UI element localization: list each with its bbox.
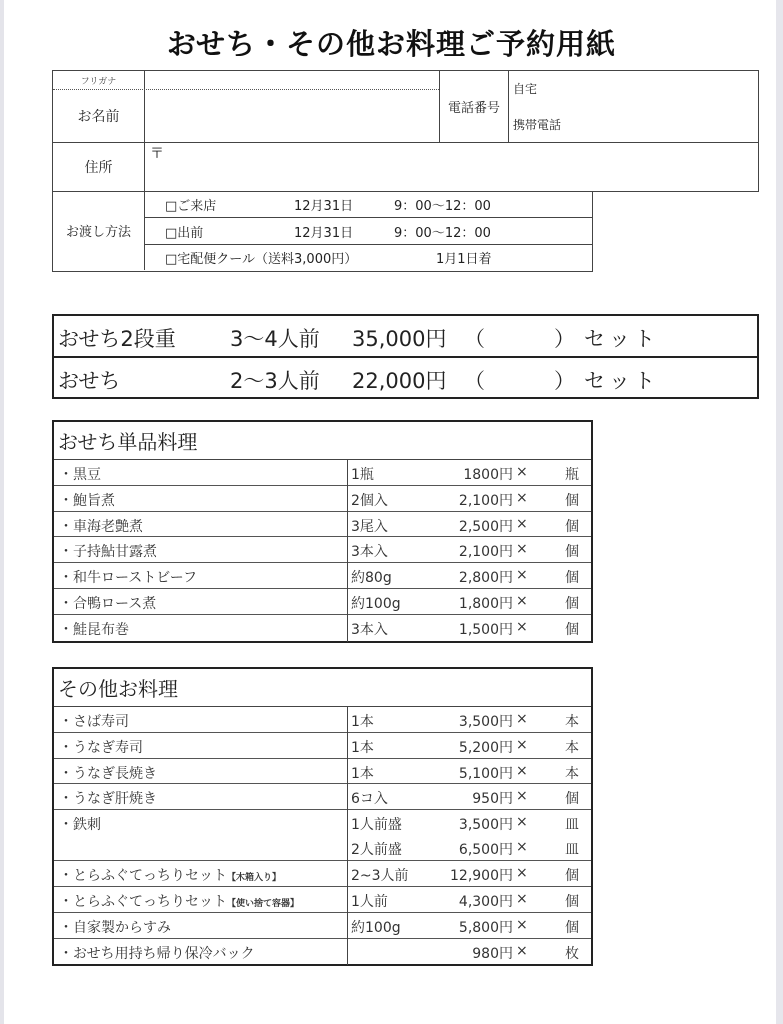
customer-info-form <box>52 70 759 192</box>
item-name-text: ・とらふぐてっちりセット <box>59 868 227 885</box>
item-name <box>59 891 299 911</box>
delivery-option-catering[interactable]: □出前 <box>165 225 204 241</box>
item-name <box>59 567 197 587</box>
item-note: 【使い捨て容器】 <box>227 898 300 909</box>
delivery-label: お渡し方法 <box>65 225 131 240</box>
divider <box>144 217 592 218</box>
table-row <box>54 615 591 641</box>
item-name <box>59 788 157 808</box>
table-row <box>54 537 591 563</box>
item-name-text: ・鉄刺 <box>59 817 101 834</box>
multiply-sign: × <box>516 515 528 532</box>
item-price: 950円 <box>472 791 513 808</box>
open-paren: （ <box>464 369 485 393</box>
page-edge-left <box>0 0 4 1024</box>
item-name-text: ・自家製からすみ <box>59 919 171 936</box>
delivery-date: 1月1日着 <box>436 251 492 267</box>
item-name <box>59 943 255 963</box>
item-name-text: ・うなぎ長焼き <box>59 765 157 782</box>
item-name-text: ・さば寿司 <box>59 714 129 730</box>
item-price: 12,900円 <box>450 868 513 885</box>
divider <box>508 71 509 142</box>
divider <box>347 588 348 615</box>
item-price: 2,100円 <box>458 492 513 509</box>
divider <box>347 783 348 810</box>
phone-label: 電話番号 <box>447 101 500 116</box>
item-unit: 個 <box>565 621 579 638</box>
item-quantity: 1本 <box>351 739 374 756</box>
osechi-quantity-field[interactable] <box>494 323 554 349</box>
item-unit: 個 <box>565 518 579 535</box>
item-name <box>59 593 156 613</box>
item-name <box>59 763 157 783</box>
table-heading: その他お料理 <box>54 669 591 707</box>
item-unit: 個 <box>565 570 579 587</box>
delivery-option-courier[interactable]: □宅配便クール（送料3,000円） <box>165 251 358 267</box>
item-quantity: 2~3人前 <box>351 868 409 885</box>
item-quantity: 約100g <box>351 919 401 936</box>
item-quantity: 3尾入 <box>351 518 388 535</box>
item-price: 1800円 <box>463 467 513 483</box>
divider <box>144 191 145 270</box>
item-name <box>59 619 129 639</box>
item-quantity: 6コ入 <box>351 791 388 808</box>
osechi-unit: セット <box>584 327 659 351</box>
item-name <box>59 541 157 561</box>
item-price: 2,100円 <box>458 544 513 561</box>
item-price: 5,200円 <box>458 739 513 756</box>
osechi-price: 22,000円 <box>352 369 447 393</box>
multiply-sign: × <box>516 839 528 856</box>
multiply-sign: × <box>516 736 528 753</box>
item-quantity: 2個入 <box>351 492 388 509</box>
single-items-table <box>52 420 593 643</box>
item-name <box>59 865 281 885</box>
multiply-sign: × <box>516 592 528 609</box>
multiply-sign: × <box>516 865 528 882</box>
table-heading: おせち単品料理 <box>54 422 591 460</box>
item-quantity: 3本入 <box>351 621 388 638</box>
item-name-text: ・うなぎ肝焼き <box>59 791 157 808</box>
table-row <box>54 486 591 512</box>
close-paren: ） <box>554 369 575 393</box>
item-name-text: ・おせち用持ち帰り保冷バック <box>59 945 255 962</box>
multiply-sign: × <box>516 541 528 558</box>
item-name <box>59 490 115 510</box>
item-price: 5,800円 <box>458 919 513 936</box>
item-quantity: 2人前盛 <box>351 842 402 859</box>
divider <box>347 860 348 887</box>
multiply-sign: × <box>516 567 528 584</box>
divider <box>347 485 348 512</box>
osechi-servings: 2～3人前 <box>230 369 320 393</box>
multiply-sign: × <box>516 711 528 727</box>
item-unit: 本 <box>565 765 579 782</box>
page-edge-right <box>776 0 783 1024</box>
osechi-servings: 3～4人前 <box>230 327 320 351</box>
table-row <box>54 939 591 965</box>
item-unit: 個 <box>565 868 579 885</box>
item-price: 6,500円 <box>458 842 513 859</box>
address-field[interactable] <box>168 145 753 189</box>
item-unit: 本 <box>565 739 579 756</box>
postal-mark: 〒 <box>150 146 164 162</box>
item-unit: 個 <box>565 791 579 808</box>
table-row <box>54 512 591 538</box>
osechi-unit: セット <box>584 369 659 393</box>
delivery-date: 12月31日 <box>294 225 354 241</box>
item-quantity: 1本 <box>351 714 374 730</box>
divider <box>347 886 348 913</box>
multiply-sign: × <box>516 464 528 480</box>
delivery-date: 12月31日 <box>294 198 354 214</box>
name-field[interactable] <box>146 91 438 141</box>
multiply-sign: × <box>516 942 528 959</box>
multiply-sign: × <box>516 489 528 506</box>
item-price: 980円 <box>472 945 513 962</box>
divider <box>347 511 348 538</box>
divider <box>347 459 348 486</box>
delivery-time: 9：00～12：00 <box>394 225 491 241</box>
multiply-sign: × <box>516 762 528 779</box>
item-quantity: 1人前 <box>351 893 388 910</box>
table-row <box>54 784 591 810</box>
delivery-option-store[interactable]: □ご来店 <box>165 198 217 214</box>
multiply-sign: × <box>516 814 528 831</box>
furigana-field[interactable] <box>146 72 438 88</box>
item-name-text: ・鮭昆布巻 <box>59 621 129 638</box>
item-name-text: ・合鴨ロース煮 <box>59 595 157 612</box>
osechi-name: おせち <box>58 369 121 393</box>
table-row <box>54 707 591 733</box>
delivery-time: 9：00～12：00 <box>394 198 491 214</box>
phone-mobile-label: 携帯電話 <box>513 117 562 132</box>
divider <box>347 938 348 966</box>
item-unit: 本 <box>565 714 579 730</box>
item-unit: 個 <box>565 595 579 612</box>
osechi-price: 35,000円 <box>352 327 447 351</box>
item-name-text: ・黒豆 <box>59 467 101 483</box>
divider <box>347 614 348 642</box>
item-name-text: ・和牛ローストビーフ <box>59 570 198 587</box>
item-price: 2,500円 <box>458 518 513 535</box>
osechi-set-row <box>54 316 757 357</box>
divider <box>347 809 348 861</box>
item-price: 1,800円 <box>458 595 513 612</box>
item-unit: 個 <box>565 919 579 936</box>
item-quantity: 1本 <box>351 765 374 782</box>
item-name <box>59 814 101 834</box>
item-quantity: 3本入 <box>351 544 388 561</box>
item-unit: 皿 <box>565 817 579 834</box>
multiply-sign: × <box>516 916 528 933</box>
osechi-quantity-field[interactable] <box>494 365 554 391</box>
item-unit: 個 <box>565 492 579 509</box>
osechi-set-box <box>52 314 759 399</box>
item-price: 2,800円 <box>458 570 513 587</box>
item-quantity: 1瓶 <box>351 467 374 483</box>
furigana-label: フリガナ <box>80 76 117 87</box>
close-paren: ） <box>554 327 575 351</box>
item-name-text: ・うなぎ寿司 <box>59 739 143 756</box>
name-label: お名前 <box>77 108 120 125</box>
item-price: 3,500円 <box>458 817 513 834</box>
item-unit: 個 <box>565 544 579 561</box>
divider <box>347 536 348 563</box>
item-unit: 瓶 <box>565 467 579 483</box>
multiply-sign: × <box>516 618 528 635</box>
table-row <box>54 589 591 615</box>
page-title: おせち・その他お料理ご予約用紙 <box>166 27 617 61</box>
item-quantity: 1人前盛 <box>351 817 402 834</box>
item-price: 4,300円 <box>458 893 513 910</box>
table-row <box>54 887 591 913</box>
divider <box>347 912 348 939</box>
item-quantity: 約80g <box>351 570 392 587</box>
item-price: 1,500円 <box>458 621 513 638</box>
multiply-sign: × <box>516 788 528 805</box>
osechi-set-row <box>54 358 757 399</box>
table-row <box>54 460 591 486</box>
item-name-text: ・子持鮎甘露煮 <box>59 544 157 561</box>
table-row <box>54 913 591 939</box>
table-row <box>54 861 591 887</box>
divider <box>347 758 348 785</box>
table-row <box>54 733 591 759</box>
item-unit: 皿 <box>565 842 579 859</box>
item-price: 5,100円 <box>458 765 513 782</box>
item-name-text: ・とらふぐてっちりセット <box>59 893 227 910</box>
other-items-table <box>52 667 593 966</box>
divider <box>144 244 592 245</box>
divider <box>347 562 348 589</box>
address-label: 住所 <box>84 160 113 176</box>
divider <box>347 732 348 759</box>
table-row <box>54 759 591 785</box>
table-row <box>54 563 591 589</box>
phone-home-label: 自宅 <box>513 81 538 96</box>
item-name <box>59 917 171 937</box>
multiply-sign: × <box>516 890 528 907</box>
item-name-text: ・鮑旨煮 <box>59 492 115 509</box>
item-quantity: 約100g <box>351 595 401 612</box>
item-name <box>59 464 101 484</box>
item-name-text: ・車海老艶煮 <box>59 518 143 535</box>
table-row <box>54 810 591 861</box>
item-price: 3,500円 <box>458 714 513 730</box>
item-note: 【木箱入り】 <box>227 873 282 884</box>
osechi-name: おせち2段重 <box>58 327 176 351</box>
phone-mobile-field[interactable] <box>573 109 753 139</box>
item-name <box>59 737 143 757</box>
delivery-method <box>52 191 593 272</box>
item-unit: 個 <box>565 893 579 910</box>
phone-home-field[interactable] <box>553 73 753 103</box>
open-paren: （ <box>464 327 485 351</box>
item-name <box>59 711 129 731</box>
divider <box>347 706 348 733</box>
item-name <box>59 516 143 536</box>
item-unit: 枚 <box>565 945 579 962</box>
